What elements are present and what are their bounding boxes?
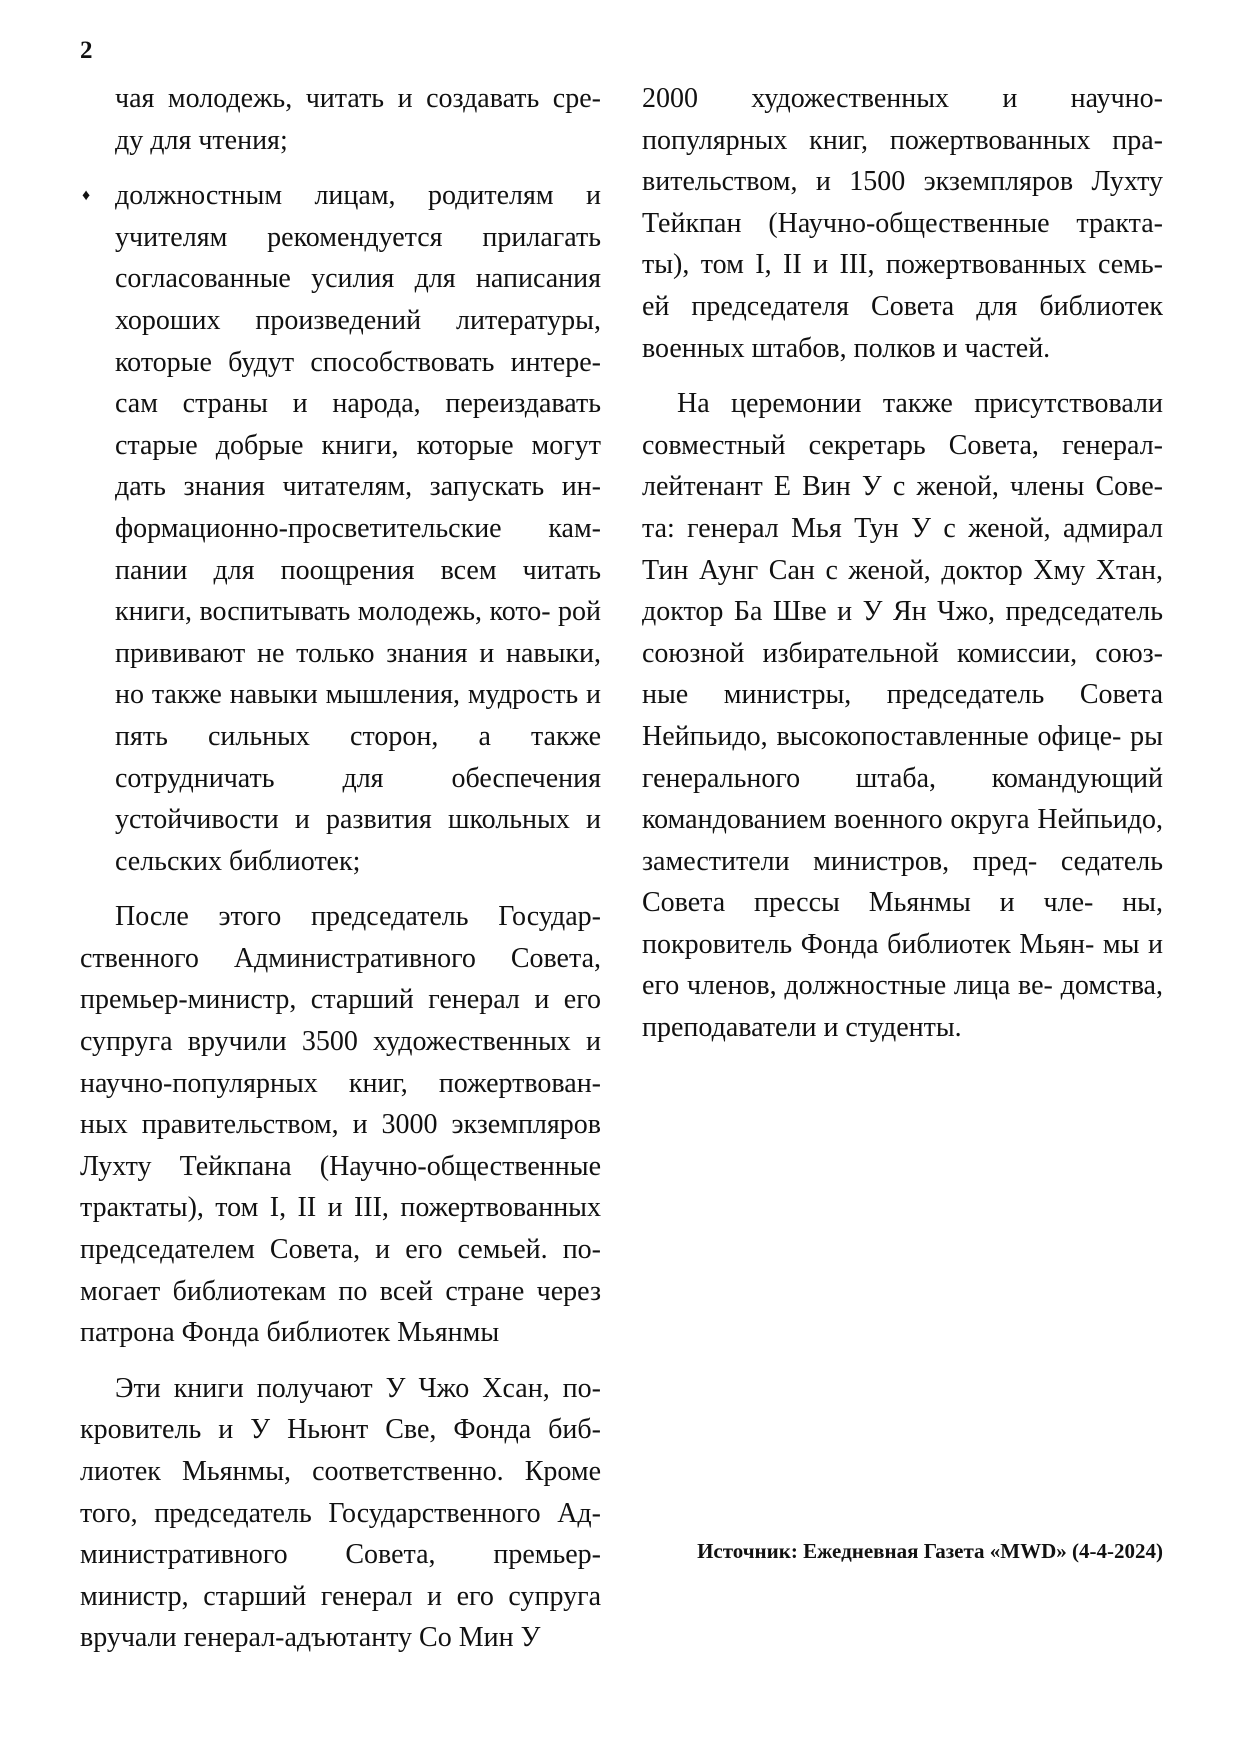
- bullet-text: должностным лицам, родителям и учителям рекомендуется прилагать согласованные усилия для написания хороших произведений литературы, которые будут способствовать интере- сам страны и народа, переиздавать старые добрые книги, которые могут дать знания читателям, запускать ин- формационно-просветительские кам- пании для поощрения всем читать книги, воспитывать молодежь, кото- рой прививают не только знания и навыки, но также навыки мышления, мудрость и пять сильных сторон, а также сотрудничать для обеспечения устойчивости и развития школьных и сельских библиотек;: [115, 180, 601, 877]
- paragraph-books-received: Эти книги получают У Чжо Хсан, по- кровитель и У Ньюнт Све, Фонда биб- лиотек Мьянмы, соответственно. Кроме того, председатель Государственного Ад- министративного Совета, премьер- министр, старший генерал и его супруга вручали генерал-адъютанту Со Мин У: [80, 1372, 601, 1654]
- page-number: 2: [80, 37, 93, 64]
- right-column: [642, 78, 1163, 1063]
- list-item: [80, 175, 601, 882]
- paragraph-military-libraries: 2000 художественных и научно- популярных книг, пожертвованных пра- вительством, и 1500 экземпляров Лухту Тейкпан (Научно-общественные тракта- ты), том I, II и III, пожертвованных семь- ей председателя Совета для библиотек военных штабов, полков и частей.: [642, 83, 1163, 364]
- paragraph-books-presented: После этого председатель Государ- ственного Административного Совета, премьер-министр, старший генерал и его супруга вручили 3500 художественных и научно-популярных книг, пожертвован- ных правительством, и 3000 экземпляров Лухту Тейкпана (Научно-общественные трактаты), том I, II и III, пожертвованных председателем Совета, и его семьей. по- могает библиотекам по всей стране через патрона Фонда библиотек Мьянмы: [80, 901, 601, 1349]
- left-column: [80, 78, 601, 1673]
- paragraph-attendees: На церемонии также присутствовали совместный секретарь Совета, генерал- лейтенант Е Вин У с женой, члены Сове- та: генерал Мья Тун У с женой, адмирал Тин Аунг Сан с женой, доктор Хму Хтан, доктор Ба Шве и У Ян Чжо, председатель союзной избирательной комиссии, союз- ные министры, председатель Совета Нейпьидо, высокопоставленные офице- ры генерального штаба, командующий командованием военного округа Нейпьидо, заместители министров, пред- седатель Совета прессы Мьянмы и чле- ны, покровитель Фонда библиотек Мьян- мы и его членов, должностные лица ве- домства, преподаватели и студенты.: [642, 388, 1163, 1044]
- diamond-bullet-icon: ♦: [82, 187, 91, 205]
- continuation-text: чая молодежь, читать и создавать сре- ду для чтения;: [115, 83, 601, 156]
- source-citation: Источник: Ежедневная Газета «MWD» (4-4-2024): [697, 1539, 1163, 1563]
